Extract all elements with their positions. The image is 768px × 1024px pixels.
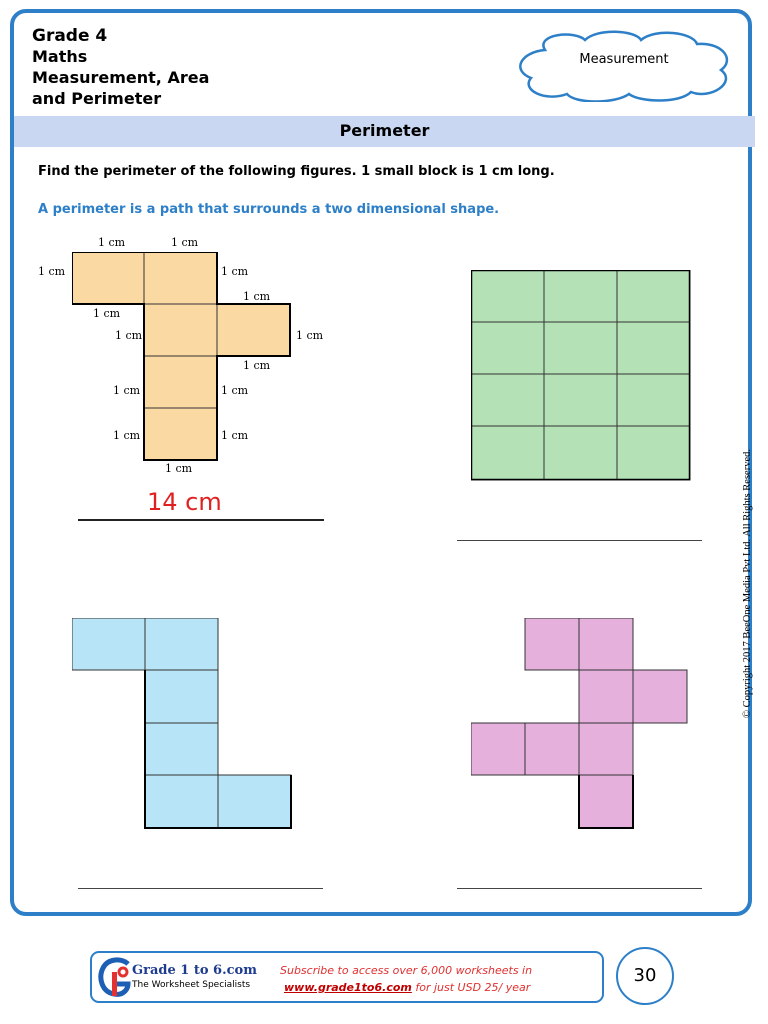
footer-tagline: The Worksheet Specialists bbox=[132, 980, 251, 990]
grade-heading: Grade 4 bbox=[32, 26, 108, 46]
answer-line bbox=[78, 519, 324, 521]
answer-line bbox=[78, 888, 323, 889]
definition-text: A perimeter is a path that surrounds a two dimensional shape. bbox=[38, 202, 500, 217]
page-number: 30 bbox=[633, 965, 657, 986]
example-answer: 14 cm bbox=[147, 488, 222, 516]
unit-label: 1 cm bbox=[113, 429, 141, 442]
price-text: for just USD 25/ year bbox=[411, 981, 531, 994]
subscribe-text-line2 bbox=[284, 981, 530, 994]
example-shape bbox=[72, 252, 292, 464]
cloud-label: Measurement bbox=[579, 52, 669, 67]
unit-label: 1 cm bbox=[243, 359, 271, 372]
unit-label: 1 cm bbox=[221, 384, 249, 397]
unit-label: 1 cm bbox=[165, 462, 193, 475]
svg-text:© Copyright 2017 BeeOne Media: © Copyright 2017 BeeOne Media Pvt Ltd. All Rights Reserved. bbox=[742, 449, 753, 718]
copyright-notice bbox=[737, 402, 755, 718]
section-title: Perimeter bbox=[339, 121, 430, 140]
unit-label: 1 cm bbox=[93, 307, 121, 320]
unit-label: 1 cm bbox=[115, 329, 143, 342]
unit-label: 1 cm bbox=[113, 384, 141, 397]
unit-label: 1 cm bbox=[38, 265, 66, 278]
l-shape bbox=[72, 618, 294, 832]
topic-heading-line2: and Perimeter bbox=[32, 89, 162, 108]
unit-label: 1 cm bbox=[221, 429, 249, 442]
topic-heading-line1: Measurement, Area bbox=[32, 68, 210, 87]
subscribe-text: Subscribe to access over 6,000 worksheets in bbox=[280, 964, 533, 977]
answer-line bbox=[457, 540, 702, 541]
square-grid bbox=[471, 270, 691, 482]
unit-label: 1 cm bbox=[98, 236, 126, 249]
unit-label: 1 cm bbox=[221, 265, 249, 278]
website-link[interactable]: www.grade1to6.com bbox=[284, 981, 412, 994]
answer-line bbox=[457, 888, 702, 889]
unit-label: 1 cm bbox=[171, 236, 199, 249]
unit-label: 1 cm bbox=[296, 329, 324, 342]
instruction-text: Find the perimeter of the following figures. 1 small block is 1 cm long. bbox=[38, 164, 555, 179]
pink-shape bbox=[471, 618, 691, 832]
unit-label: 1 cm bbox=[243, 290, 271, 303]
subject-heading: Maths bbox=[32, 47, 88, 66]
footer-brand: Grade 1 to 6.com bbox=[132, 963, 257, 978]
